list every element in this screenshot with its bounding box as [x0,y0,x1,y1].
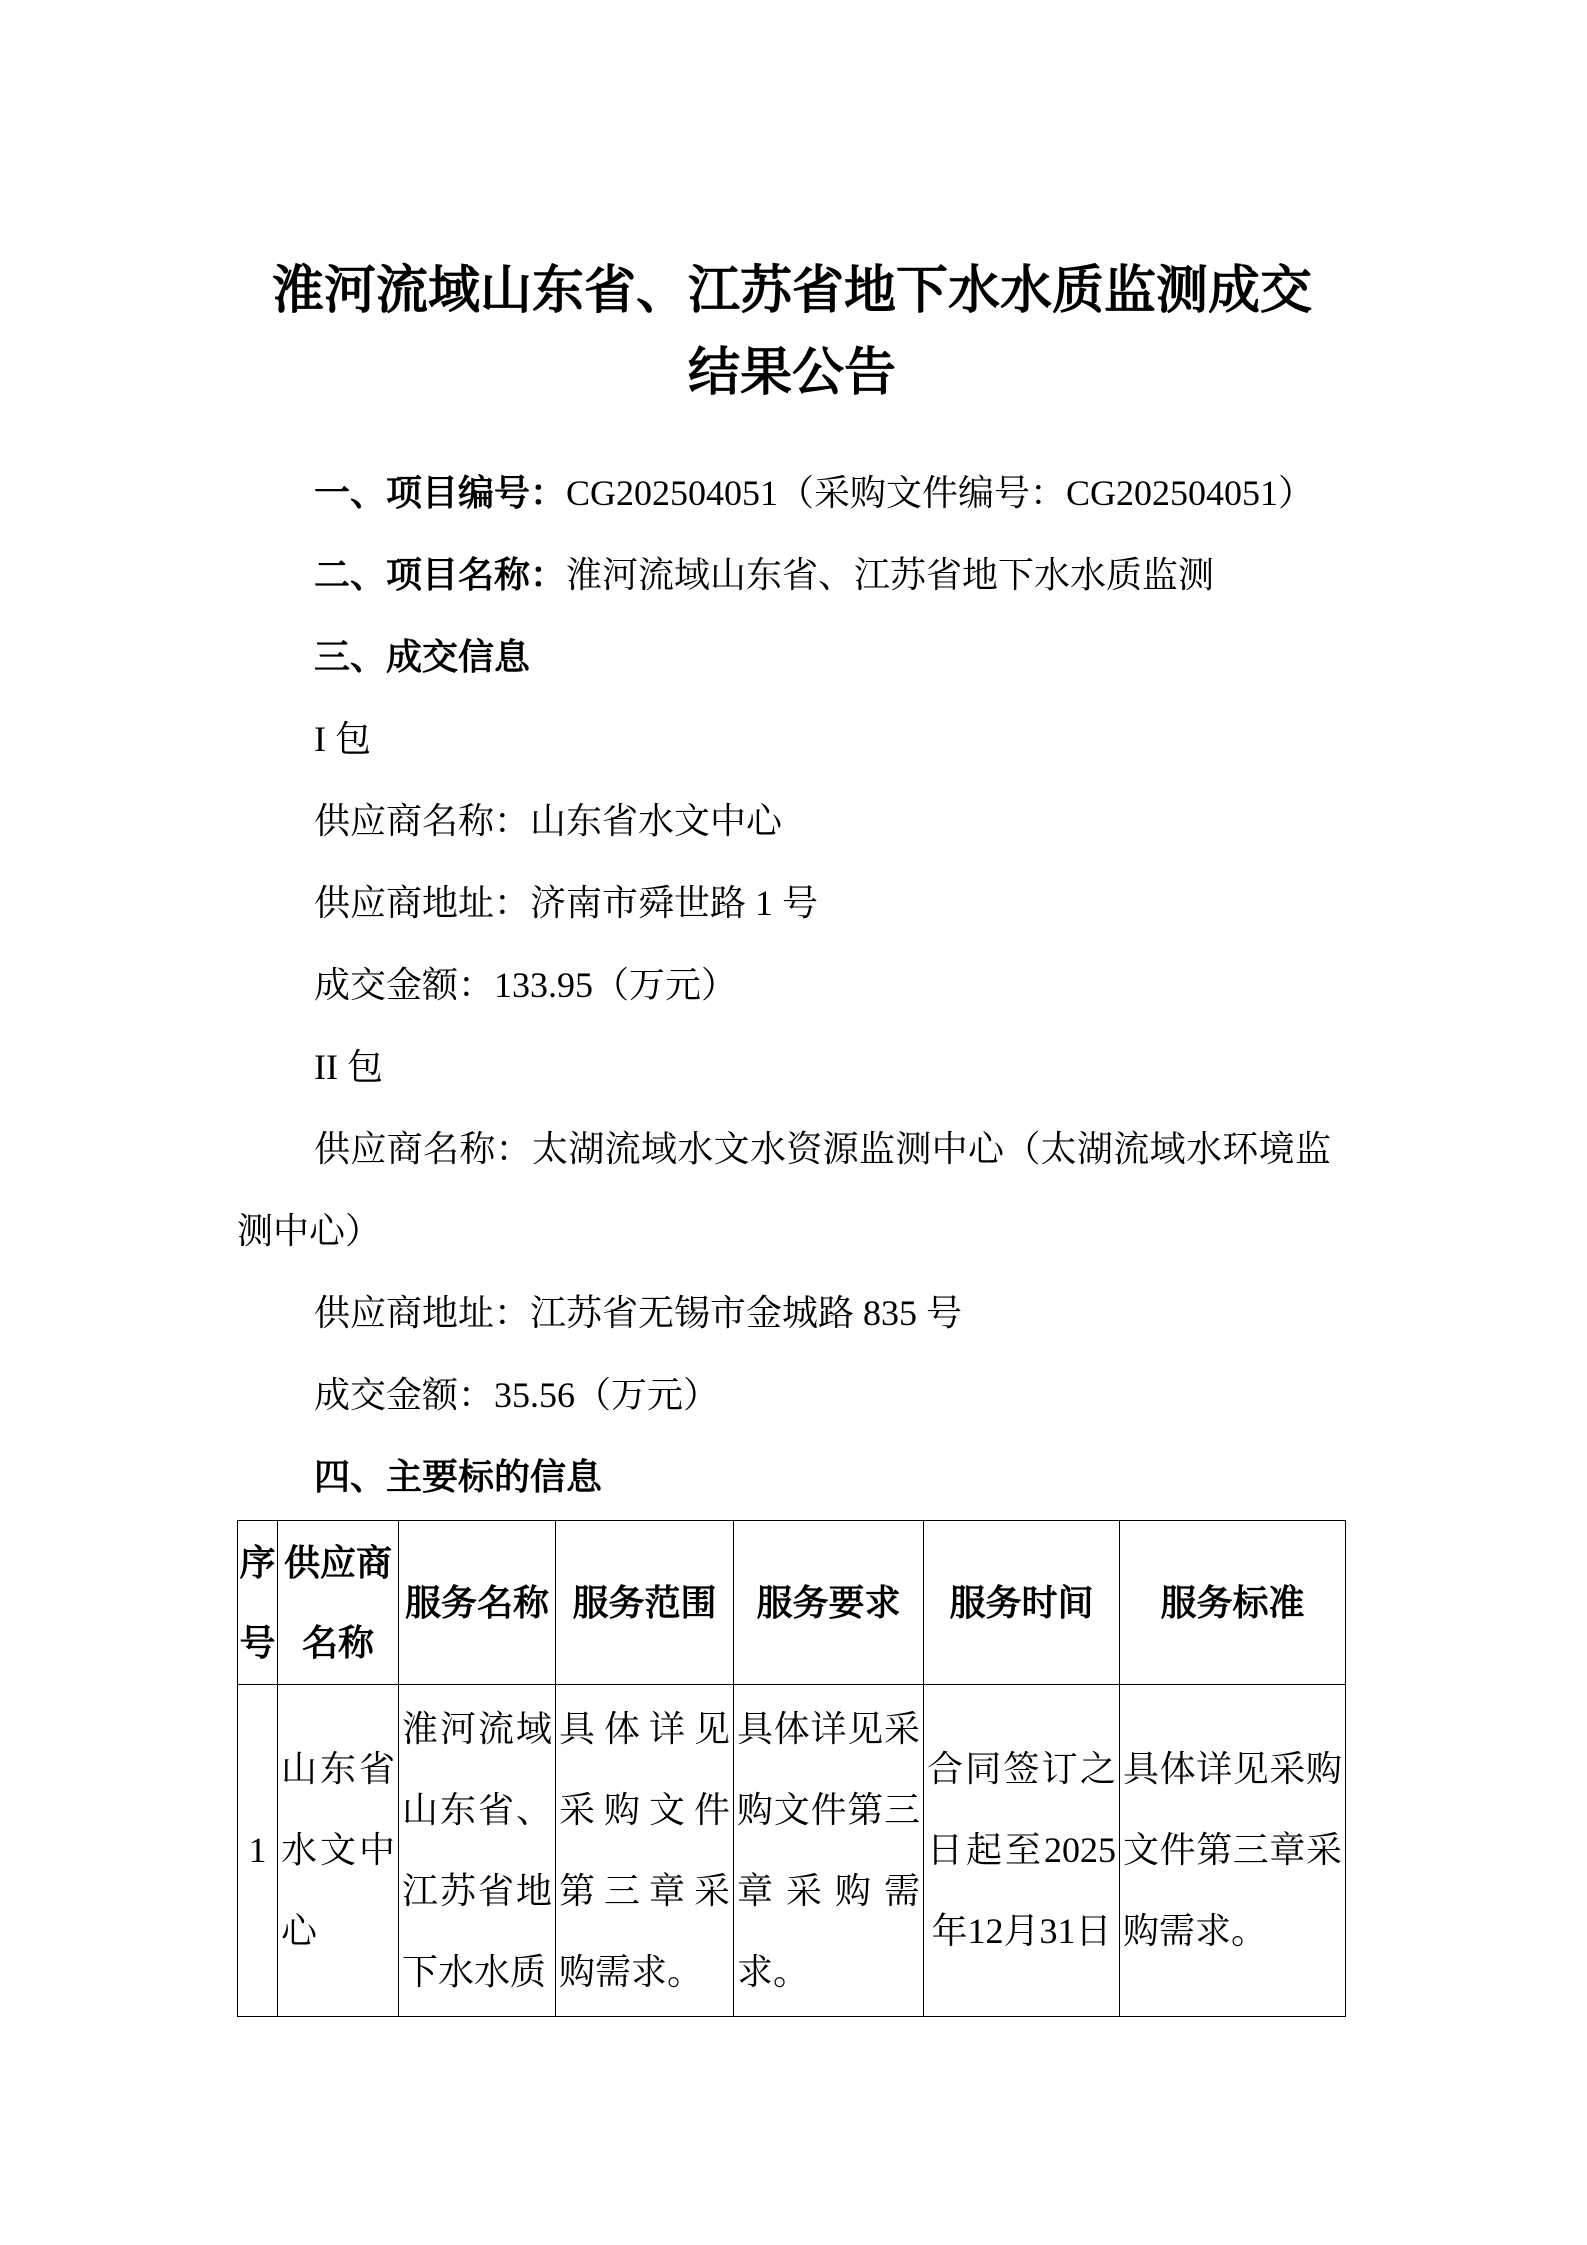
cell-service-scope: 具体详见采购文件第三章采购需求。 [556,1685,734,2017]
cell-service-standard: 具体详见采购文件第三章采购需求。 [1120,1685,1346,2017]
project-number-value: CG202504051（采购文件编号：CG202504051） [566,473,1315,513]
package-1-name: I 包 [314,719,371,759]
header-service-standard: 服务标准 [1120,1521,1346,1685]
supplier-name-value: 山东省水文中心 [530,801,783,841]
project-name-line [237,534,1331,616]
header-service-time: 服务时间 [924,1521,1120,1685]
table-row [238,1685,1346,2017]
cell-service-requirement: 具体详见采购文件第三章采购需求。 [734,1685,924,2017]
supplier-address-value: 济南市舜世路 1 号 [530,883,819,923]
cell-service-time: 合同签订之日起至2025年12月31日 [924,1685,1120,2017]
project-number-label: 一、项目编号： [314,473,567,513]
table-header-row [238,1521,1346,1685]
project-name-label: 二、项目名称： [314,555,567,595]
document-body [237,452,1331,1518]
cell-supplier-name: 山东省水文中心 [278,1685,399,2017]
header-service-name: 服务名称 [399,1521,556,1685]
supplier-address-label: 供应商地址： [314,1293,531,1333]
main-subject-heading: 四、主要标的信息 [314,1457,603,1497]
amount-value: 35.56（万元） [494,1375,720,1415]
cell-index: 1 [238,1685,278,2017]
amount-label: 成交金额： [314,965,495,1005]
supplier-name-value: 太湖流域水文水资源监测中心（太湖流域水环境监测中心） [237,1129,1331,1251]
package-2-supplier-name [237,1108,1331,1272]
main-subject-table [237,1520,1346,2017]
package-2-name: II 包 [314,1047,383,1087]
amount-label: 成交金额： [314,1375,495,1415]
package-2-supplier-address [237,1272,1331,1354]
supplier-name-label: 供应商名称： [314,1129,532,1169]
header-service-requirement: 服务要求 [734,1521,924,1685]
supplier-name-label: 供应商名称： [314,801,531,841]
amount-value: 133.95（万元） [494,965,738,1005]
deal-info-heading: 三、成交信息 [314,637,531,677]
cell-service-name: 淮河流域山东省、江苏省地下水水质 [399,1685,556,2017]
package-1-supplier-address [237,862,1331,944]
package-1-amount [237,944,1331,1026]
project-number-line [237,452,1331,534]
document-title: 淮河流域山东省、江苏省地下水水质监测成交结果公告 [271,263,1312,402]
package-1-supplier-name [237,780,1331,862]
project-name-value: 淮河流域山东省、江苏省地下水水质监测 [566,555,1215,595]
supplier-address-label: 供应商地址： [314,883,531,923]
package-2-amount [237,1354,1331,1436]
header-service-scope: 服务范围 [556,1521,734,1685]
header-index: 序号 [238,1521,278,1685]
header-supplier-name: 供应商名称 [278,1521,399,1685]
supplier-address-value: 江苏省无锡市金城路 835 号 [530,1293,963,1333]
